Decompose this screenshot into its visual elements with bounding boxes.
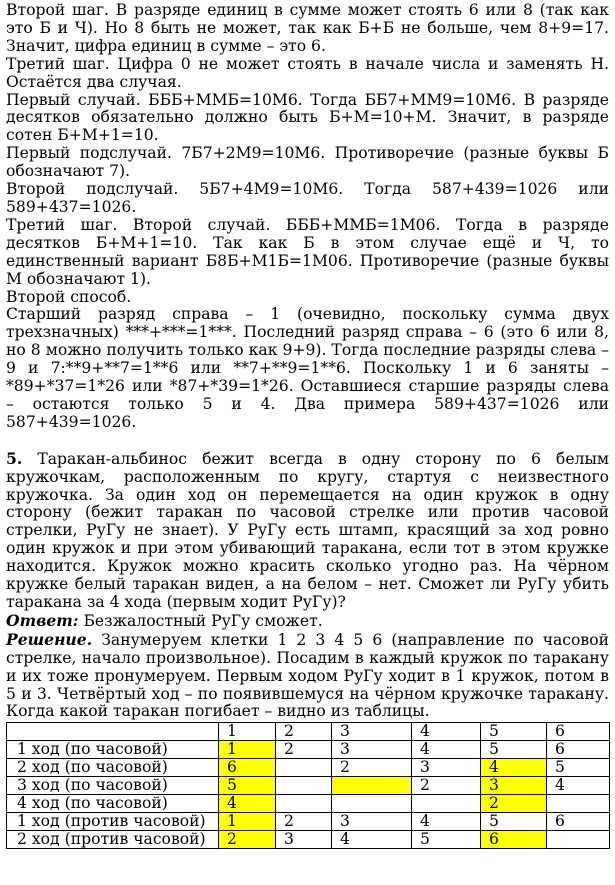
- table-corner-cell: [7, 723, 219, 741]
- table-row: [7, 741, 610, 759]
- table-cell: 2: [481, 795, 547, 813]
- table-row-label: 4 ход (по часовой): [7, 795, 219, 813]
- table-cell: 6: [547, 741, 610, 759]
- table-cell: 5: [481, 813, 547, 831]
- table-row: [7, 777, 610, 795]
- table-cell: 6: [219, 759, 276, 777]
- answer-line: [6, 612, 609, 631]
- table-header-cell: 3: [332, 723, 412, 741]
- problem-text: Таракан-альбинос бежит всегда в одну сторону по 6 белым кружочкам, расположенным по кругу, стартуя с неизвестного кружочка. За один ход он перемещается на один кружок в одну сторону (бежит таракан по часовой стрелке или против часовой стрелки, РуГу не знает). У РуГу есть штамп, красящий за ход ровно один кружок и при этом убивающий таракана, если тот в этом кружке находится. Кружок можно красить сколько угодно раз. На чёрном кружке белый таракан виден, а на белом – нет. Сможет ли РуГу убить таракана за 4 хода (первым ходит РуГу)?: [6, 449, 609, 611]
- table-cell: [547, 831, 610, 849]
- table-cell: 4: [412, 741, 481, 759]
- solution-text: Занумеруем клетки 1 2 3 4 5 6 (направление по часовой стрелке, начало произвольное). Посадим в каждый кружок по таракану и их тоже пронумеруем. Первым ходом РуГу ходит в 1 кружок, потом в 5 и 3. Четвёртый ход – по появившемуся на чёрном кружочке таракану. Когда какой таракан погибает – видно из таблицы.: [6, 630, 609, 721]
- table-cell: 3: [332, 813, 412, 831]
- table-row-label: 3 ход (по часовой): [7, 777, 219, 795]
- table-cell: 2: [219, 831, 276, 849]
- table-cell: 2: [332, 759, 412, 777]
- table-row-label: 2 ход (против часовой): [7, 831, 219, 849]
- table-header-row: [7, 723, 610, 741]
- spacer: [6, 432, 609, 450]
- table-header-cell: 1: [219, 723, 276, 741]
- table-cell: 4: [547, 777, 610, 795]
- table-cell: [332, 795, 412, 813]
- table-cell: 5: [481, 741, 547, 759]
- table-row-label: 1 ход (по часовой): [7, 741, 219, 759]
- table-cell: 1: [219, 813, 276, 831]
- table-row-label: 2 ход (по часовой): [7, 759, 219, 777]
- table-cell: [412, 795, 481, 813]
- table-header-cell: 2: [276, 723, 332, 741]
- paragraph-step2: Второй шаг. В разряде единиц в сумме может стоять 6 или 8 (так как это Б и Ч). Но 8 быть не может, так как Б+Б не больше, чем 8+9=17. Значит, цифра единиц в сумме – это 6.: [6, 1, 609, 55]
- table-cell: [276, 777, 332, 795]
- table-cell: 4: [412, 813, 481, 831]
- paragraph-subcase1: Первый подслучай. 7Б7+2М9=10М6. Противоречие (разные буквы Б обозначают 7).: [6, 144, 609, 181]
- table-cell: 3: [412, 759, 481, 777]
- table-cell: 2: [276, 813, 332, 831]
- table-cell: 3: [332, 741, 412, 759]
- cockroach-table: [6, 722, 610, 849]
- table-row: [7, 759, 610, 777]
- table-header-cell: 6: [547, 723, 610, 741]
- table-cell: [276, 759, 332, 777]
- table-cell: 2: [412, 777, 481, 795]
- table-cell: [276, 795, 332, 813]
- table-row: [7, 813, 610, 831]
- answer-label: Ответ:: [6, 610, 79, 630]
- table-cell: 4: [481, 759, 547, 777]
- table-cell: 4: [332, 831, 412, 849]
- paragraph-step3: Третий шаг. Цифра 0 не может стоять в начале числа и заменять Н. Остаётся два случая.: [6, 54, 609, 91]
- table-cell: 3: [276, 831, 332, 849]
- table-cell: [332, 777, 412, 795]
- table-cell: 5: [547, 759, 610, 777]
- paragraph-case2: Третий шаг. Второй случай. БББ+ММБ=1М06. Тогда в разряде десятков Б+М+1=10. Так как Б в этом случае ещё и Ч, то единственный вариант Б8Б+М1Б=1М06. Противоречие (разные буквы М обозначают 1).: [6, 215, 609, 288]
- table-cell: 4: [219, 795, 276, 813]
- paragraph-method2: Старший разряд справа – 1 (очевидно, поскольку сумма двух трехзначных) ***+***=1***. Последний разряд справа – 6 (это 6 или 8, но 8 можно получить только как 9+9). Тогда последние разряды слева – 9 и 7:**9+**7=1**6 или **7+**9=1**6. Поскольку 1 и 6 заняты – *89+*37=1*26 или *87+*39=1*26. Оставшиеся старшие разряды слева – остаются только 5 и 4. Два примера 589+437=1026 или 587+439=1026.: [6, 305, 609, 431]
- answer-text: Безжалостный РуГу сможет.: [78, 611, 323, 630]
- table-row-label: 1 ход (против часовой): [7, 813, 219, 831]
- problem-number: 5.: [6, 448, 23, 468]
- table-cell: 6: [547, 813, 610, 831]
- table-cell: 6: [481, 831, 547, 849]
- table-cell: 5: [412, 831, 481, 849]
- solution-text-top: [6, 2, 609, 432]
- solution-paragraph: [6, 631, 609, 722]
- table-cell: [547, 795, 610, 813]
- table-header-cell: 5: [481, 723, 547, 741]
- table-cell: 2: [276, 741, 332, 759]
- paragraph-subcase2: Второй подслучай. 5Б7+4М9=10М6. Тогда 587+439=1026 или 589+437=1026.: [6, 180, 609, 216]
- table-cell: 1: [219, 741, 276, 759]
- table-cell: 5: [219, 777, 276, 795]
- table-row: [7, 831, 610, 849]
- solution-label: Решение.: [6, 629, 93, 649]
- table-cell: 3: [481, 777, 547, 795]
- table-header-cell: 4: [412, 723, 481, 741]
- table-row: [7, 795, 610, 813]
- problem-statement: [6, 450, 609, 612]
- paragraph-method2-title: Второй способ.: [6, 287, 132, 306]
- paragraph-case1: Первый случай. БББ+ММБ=10М6. Тогда ББ7+ММ9=10М6. В разряде десятков обязательно должно быть Б+М=10+М. Значит, в разряде сотен Б+М+1=10.: [6, 90, 609, 145]
